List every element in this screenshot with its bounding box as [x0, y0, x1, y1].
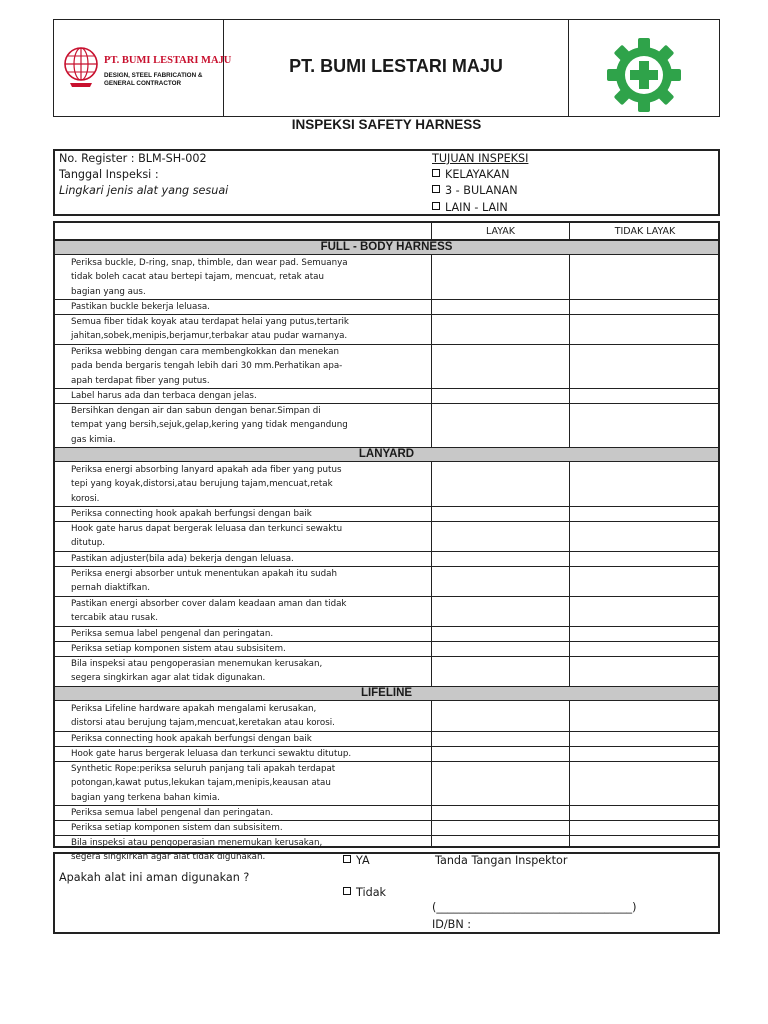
section-header: LANYARD: [55, 447, 718, 462]
safety-question: Apakah alat ini aman digunakan ?: [59, 871, 250, 884]
cell-tidak-layak[interactable]: [570, 345, 720, 388]
section-header: FULL - BODY HARNESS: [55, 240, 718, 255]
cell-layak[interactable]: [432, 345, 569, 388]
checklist-item: Periksa setiap komponen sistem atau subsisitem.: [71, 644, 286, 654]
cell-layak[interactable]: [432, 627, 569, 641]
checkbox-icon[interactable]: [343, 887, 351, 895]
checkbox-icon[interactable]: [432, 169, 440, 177]
option-kelayakan[interactable]: KELAYAKAN: [432, 168, 509, 181]
cell-layak[interactable]: [432, 389, 569, 403]
company-logo: [54, 20, 232, 116]
checklist-item: Periksa semua label pengenal dan peringatan.: [71, 629, 274, 639]
cell-tidak-layak[interactable]: [570, 627, 720, 641]
cell-tidak-layak[interactable]: [570, 522, 720, 551]
checklist-item: Bersihkan dengan air dan sabun dengan benar.Simpan di tempat yang bersih,sejuk,gelap,kering yang tidak mengandung gas kimia.: [71, 406, 348, 445]
checklist-item: Label harus ada dan terbaca dengan jelas.: [71, 391, 257, 401]
checkbox-icon[interactable]: [432, 202, 440, 210]
cell-layak[interactable]: [432, 806, 569, 820]
checklist-item: Pastikan energi absorber cover dalam keadaan aman dan tidak tercabik atau rusak.: [71, 599, 347, 624]
cell-layak[interactable]: [432, 821, 569, 835]
checklist-item: Hook gate harus bergerak leluasa dan terkunci sewaktu ditutup.: [71, 749, 352, 759]
document-title: INSPEKSI SAFETY HARNESS: [291, 117, 482, 132]
inspection-info: [53, 149, 720, 216]
checklist-item: Bila inspeksi atau pengoperasian menemukan kerusakan, segera singkirkan agar alat tidak digunakan.: [71, 659, 323, 684]
cell-layak[interactable]: [432, 404, 569, 447]
answer-no[interactable]: Tidak: [343, 886, 386, 899]
cell-layak[interactable]: [432, 522, 569, 551]
cell-tidak-layak[interactable]: [570, 747, 720, 761]
cell-tidak-layak[interactable]: [570, 642, 720, 656]
inspection-date: Tanggal Inspeksi :: [59, 168, 159, 181]
column-header-tidak-layak: TIDAK LAYAK: [614, 226, 676, 237]
cell-layak[interactable]: [432, 463, 569, 506]
conclusion-box: [53, 852, 720, 934]
cell-layak[interactable]: [432, 567, 569, 596]
globe-logo-icon: [62, 43, 100, 89]
cell-tidak-layak[interactable]: [570, 507, 720, 521]
checklist-item: Periksa energi absorber untuk menentukan apakah itu sudah pernah diaktifkan.: [71, 569, 338, 594]
cell-layak[interactable]: [432, 702, 569, 731]
cell-layak[interactable]: [432, 315, 569, 344]
logo-company-name: PT. BUMI LESTARI MAJU: [104, 55, 232, 66]
cell-tidak-layak[interactable]: [570, 404, 720, 447]
instruction-text: Lingkari jenis alat yang sesuai: [59, 184, 229, 197]
cell-layak[interactable]: [432, 747, 569, 761]
checklist-item: Periksa webbing dengan cara membengkokkan dan menekan pada benda bergaris tengah lebih dari 30 mm.Perhatikan apa- apah terdapat fiber yang putus.: [71, 347, 343, 386]
checklist-item: Periksa connecting hook apakah berfungsi dengan baik: [71, 509, 312, 519]
cell-tidak-layak[interactable]: [570, 552, 720, 566]
cell-layak[interactable]: [432, 507, 569, 521]
purpose-title: TUJUAN INSPEKSI: [432, 152, 529, 165]
cell-tidak-layak[interactable]: [570, 762, 720, 805]
cell-layak[interactable]: [432, 552, 569, 566]
logo-subtitle: DESIGN, STEEL FABRICATION & GENERAL CONTRACTOR: [104, 72, 203, 87]
cell-tidak-layak[interactable]: [570, 597, 720, 626]
cell-layak[interactable]: [432, 597, 569, 626]
signature-line[interactable]: (___________________________________): [432, 901, 637, 914]
option-lain-lain[interactable]: LAIN - LAIN: [432, 201, 508, 214]
signature-label: Tanda Tangan Inspektor: [435, 854, 568, 867]
checklist-item: Bila inspeksi atau pengoperasian menemukan kerusakan, segera singkirkan agar alat tidak digunakan.: [71, 838, 323, 863]
cell-tidak-layak[interactable]: [570, 657, 720, 686]
column-header-layak: LAYAK: [485, 226, 516, 237]
checkbox-icon[interactable]: [343, 855, 351, 863]
section-header: LIFELINE: [55, 686, 718, 701]
checklist-item: Periksa setiap komponen sistem dan subsisitem.: [71, 823, 283, 833]
cell-tidak-layak[interactable]: [570, 315, 720, 344]
document-header: [53, 19, 720, 117]
option-3-bulanan[interactable]: 3 - BULANAN: [432, 184, 518, 197]
checkbox-icon[interactable]: [432, 185, 440, 193]
cell-layak[interactable]: [432, 642, 569, 656]
checklist-item: Pastikan adjuster(bila ada) bekerja dengan leluasa.: [71, 554, 294, 564]
checklist-item: Hook gate harus dapat bergerak leluasa dan terkunci sewaktu ditutup.: [71, 524, 343, 549]
register-number: No. Register : BLM-SH-002: [59, 152, 207, 165]
checklist-item: Pastikan buckle bekerja leluasa.: [71, 302, 210, 312]
company-title: PT. BUMI LESTARI MAJU: [289, 56, 503, 76]
checklist-item: Synthetic Rope:periksa seluruh panjang tali apakah terdapat potongan,kawat putus,lekukan tajam,menipis,keausan atau bagian yang terkena bahan kimia.: [71, 764, 336, 803]
cell-layak[interactable]: [432, 657, 569, 686]
cell-tidak-layak[interactable]: [570, 567, 720, 596]
checklist-item: Periksa connecting hook apakah berfungsi dengan baik: [71, 734, 312, 744]
checklist-item: Periksa semua label pengenal dan peringatan.: [71, 808, 274, 818]
checklist-item: Periksa energi absorbing lanyard apakah ada fiber yang putus tepi yang koyak,distorsi,atau berujung tajam,mencuat,retak korosi.: [71, 465, 342, 504]
inspector-id: ID/BN :: [432, 918, 472, 931]
cell-layak[interactable]: [432, 762, 569, 805]
cell-layak[interactable]: [432, 300, 569, 314]
cell-tidak-layak[interactable]: [570, 300, 720, 314]
cell-tidak-layak[interactable]: [570, 463, 720, 506]
cell-tidak-layak[interactable]: [570, 256, 720, 299]
safety-cross-gear-icon: [605, 36, 683, 114]
cell-layak[interactable]: [432, 732, 569, 746]
checklist-item: Periksa Lifeline hardware apakah mengalami kerusakan, distorsi atau berujung tajam,mencuat,keretakan atau korosi.: [71, 704, 335, 729]
checklist-item: Periksa buckle, D-ring, snap, thimble, dan wear pad. Semuanya tidak boleh cacat atau bertepi tajam, mencuat, retak atau bagian yang aus.: [71, 258, 348, 297]
safety-emblem: [568, 20, 719, 116]
cell-layak[interactable]: [432, 256, 569, 299]
cell-tidak-layak[interactable]: [570, 389, 720, 403]
cell-tidak-layak[interactable]: [570, 732, 720, 746]
checklist-item: Semua fiber tidak koyak atau terdapat helai yang putus,tertarik jahitan,sobek,menipis,berjamur,terbakar atau pudar warnanya.: [71, 317, 349, 342]
answer-yes[interactable]: YA: [343, 854, 370, 867]
cell-tidak-layak[interactable]: [570, 702, 720, 731]
cell-tidak-layak[interactable]: [570, 821, 720, 835]
cell-tidak-layak[interactable]: [570, 806, 720, 820]
